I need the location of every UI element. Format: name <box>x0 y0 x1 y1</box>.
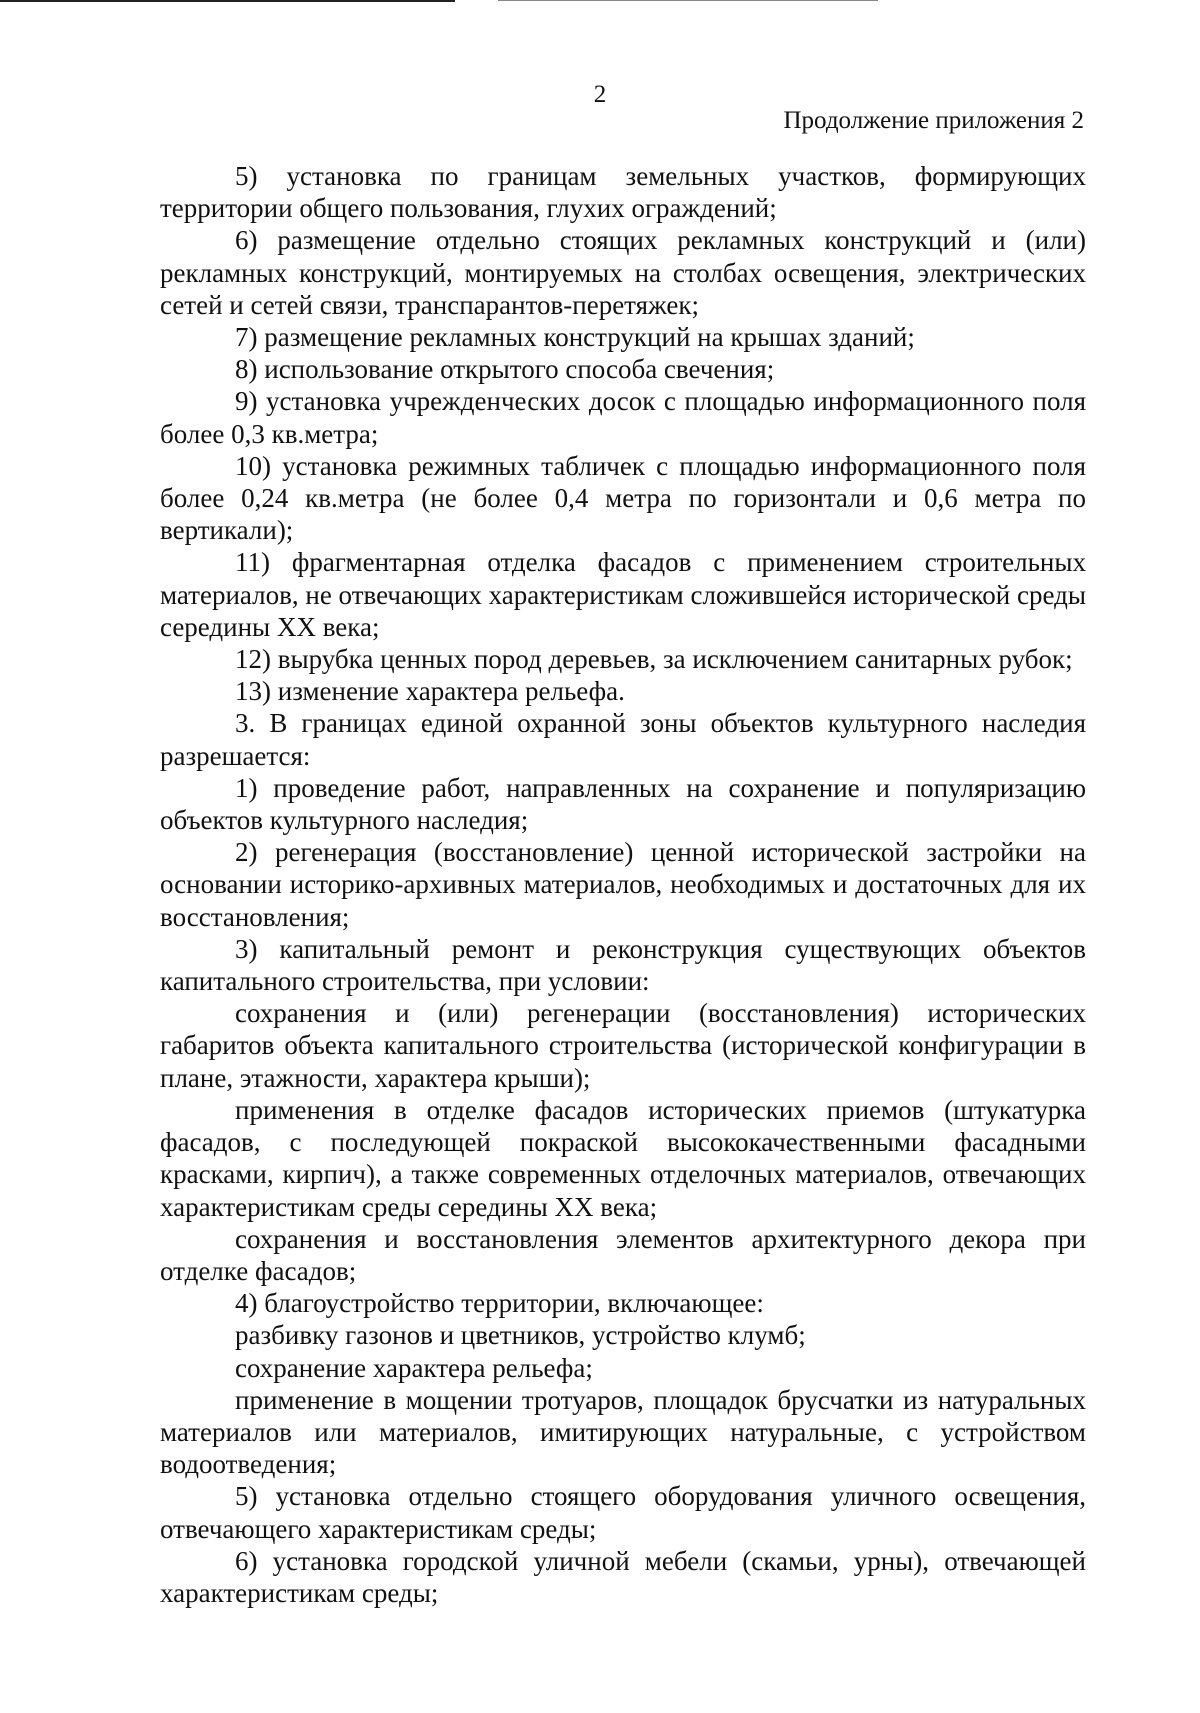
scan-edge-mark-faint <box>498 0 878 1</box>
paragraph: 1) проведение работ, направленных на сохранение и популяризацию объектов культурного наследия; <box>160 772 1086 836</box>
page-number: 2 <box>593 81 607 108</box>
paragraph: сохранения и (или) регенерации (восстановления) исторических габаритов объекта капитального строительства (исторической конфигурации в плане, этажности, характера крыши); <box>160 998 1086 1093</box>
paragraph: 5) установка отдельно стоящего оборудования уличного освещения, отвечающего характеристикам среды; <box>160 1481 1086 1544</box>
paragraph: сохранение характера рельефа; <box>235 1352 593 1383</box>
document-body <box>160 160 1086 1609</box>
appendix-continuation-note: Продолжение приложения 2 <box>783 107 1084 134</box>
paragraph: 7) размещение рекламных конструкций на крышах зданий; <box>235 322 915 353</box>
paragraph: 11) фрагментарная отделка фасадов с применением строительных материалов, не отвечающих характеристикам сложившейся исторической среды середины XX века; <box>160 547 1086 642</box>
paragraph: применения в отделке фасадов исторических приемов (штукатурка фасадов, с последующей покраской высококачественными фасадными красками, кирпич), а также современных отделочных материалов, отвечающих характеристикам среды середины XX века; <box>160 1094 1086 1222</box>
paragraph: 13) изменение характера рельефа. <box>235 676 625 707</box>
paragraph: 4) благоустройство территории, включающее: <box>235 1288 764 1319</box>
paragraph: разбивку газонов и цветников, устройство клумб; <box>235 1320 806 1351</box>
section-heading-paragraph: 3. В границах единой охранной зоны объектов культурного наследия разрешается: <box>160 708 1086 771</box>
paragraph: 8) использование открытого способа свечения; <box>235 354 775 385</box>
paragraph: 3) капитальный ремонт и реконструкция существующих объектов капитального строительства, при условии: <box>160 933 1086 997</box>
paragraph: 6) установка городской уличной мебели (скамьи, урны), отвечающей характеристикам среды; <box>160 1545 1086 1608</box>
paragraph: 10) установка режимных табличек с площадью информационного поля более 0,24 кв.метра (не более 0,4 метра по горизонтали и 0,6 метра по вертикали); <box>160 450 1086 546</box>
paragraph: 12) вырубка ценных пород деревьев, за исключением санитарных рубок; <box>235 644 1073 675</box>
paragraph: 9) установка учрежденческих досок с площадью информационного поля более 0,3 кв.метра; <box>160 386 1086 449</box>
paragraph: 2) регенерация (восстановление) ценной исторической застройки на основании историко-архивных материалов, необходимых и достаточных для их восстановления; <box>160 837 1086 932</box>
paragraph: применение в мощении тротуаров, площадок брусчатки из натуральных материалов или материалов, имитирующих натуральные, с устройством водоотведения; <box>160 1384 1086 1480</box>
scan-edge-mark <box>0 0 455 2</box>
paragraph: 6) размещение отдельно стоящих рекламных конструкций и (или) рекламных конструкций, монтируемых на столбах освещения, электрических сетей и сетей связи, транспарантов-перетяжек; <box>160 225 1086 320</box>
paragraph: 5) установка по границам земельных участков, формирующих территории общего пользования, глухих ограждений; <box>160 161 1086 224</box>
paragraph: сохранения и восстановления элементов архитектурного декора при отделке фасадов; <box>160 1223 1086 1286</box>
